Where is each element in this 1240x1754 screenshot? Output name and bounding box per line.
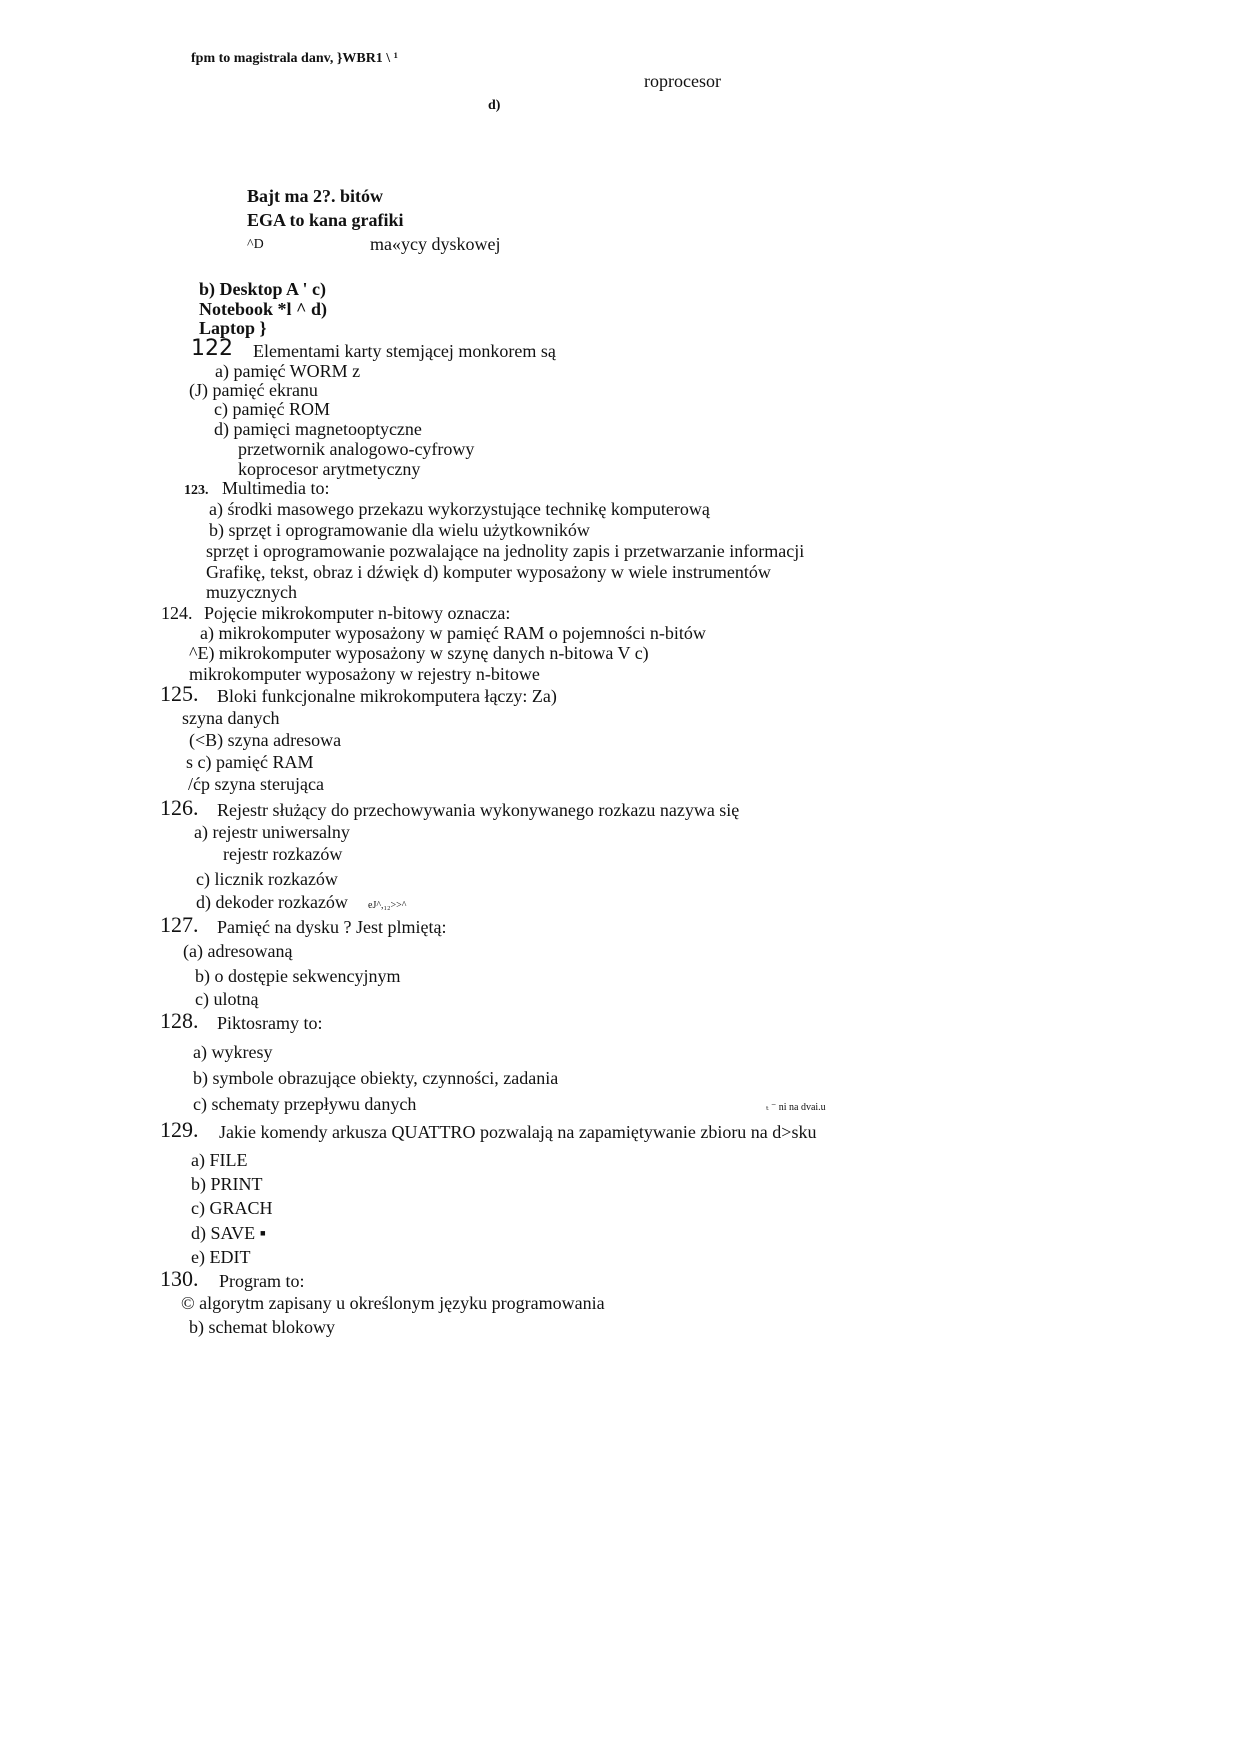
question-130-option-b: b) schemat blokowy [189, 1317, 335, 1337]
question-122-text: Elementami karty stemjącej monkorem są [253, 341, 556, 361]
question-123-option-d: Grafikę, tekst, obraz i dźwięk d) komputer wyposażony w wiele instrumentów [206, 562, 771, 582]
question-125-text: Bloki funkcjonalne mikrokomputera łączy: Za) [217, 686, 557, 706]
header-fragment-left: fpm to magistrala danv, }WBR1 \ ¹ [191, 51, 398, 66]
fragment-notebook: Notebook *l ^ d) [199, 299, 327, 319]
question-122-number: 122 [191, 336, 233, 361]
question-126-option-a: a) rejestr uniwersalny [194, 822, 350, 842]
question-124-option-c: mikrokomputer wyposażony w rejestry n-bitowe [189, 664, 540, 684]
question-130-text: Program to: [219, 1271, 305, 1291]
question-123-option-c: sprzęt i oprogramowanie pozwalające na jednolity zapis i przetwarzanie informacji [206, 541, 805, 561]
question-126-option-c: c) licznik rozkazów [196, 869, 338, 889]
question-123-option-e: muzycznych [206, 582, 297, 602]
fragment-dysk-a: ^D [247, 237, 264, 252]
fragment-dysk-b: ma«ycy dyskowej [370, 234, 501, 254]
question-127-option-c: c) ulotną [195, 989, 259, 1009]
question-129-option-d: d) SAVE ▪ [191, 1223, 267, 1243]
question-128-text: Piktosramy to: [217, 1013, 323, 1033]
fragment-bajt: Bajt ma 2?. bitów [247, 186, 383, 206]
question-126-annotation: eJ^,₁₂>>^ [368, 900, 407, 911]
question-123-number: 123. [184, 483, 209, 498]
question-122-option-d: d) pamięci magnetooptyczne [214, 419, 422, 439]
question-122-option-e: przetwornik analogowo-cyfrowy [238, 439, 475, 459]
question-129-text: Jakie komendy arkusza QUATTRO pozwalają na zapamiętywanie zbioru na d>sku [219, 1122, 817, 1142]
question-123-option-b: b) sprzęt i oprogramowanie dla wielu użytkowników [209, 520, 590, 540]
question-128-option-b: b) symbole obrazujące obiekty, czynności, zadania [193, 1068, 559, 1088]
question-122-option-b: (J) pamięć ekranu [189, 380, 318, 400]
question-124-option-b: ^E) mikrokomputer wyposażony w szynę danych n-bitowa V c) [189, 643, 649, 663]
question-128-number: 128. [160, 1008, 199, 1033]
question-125-option-b: (<B) szyna adresowa [189, 730, 342, 750]
question-126-text: Rejestr służący do przechowywania wykonywanego rozkazu nazywa się [217, 800, 740, 820]
question-122-option-f: koprocesor arytmetyczny [238, 459, 421, 479]
question-129-option-c: c) GRACH [191, 1198, 273, 1218]
question-125-number: 125. [160, 681, 199, 706]
question-129-option-a: a) FILE [191, 1150, 248, 1170]
fragment-desktop: b) Desktop A ' c) [199, 279, 327, 299]
header-fragment-d: d) [488, 98, 501, 113]
question-129-option-e: e) EDIT [191, 1247, 251, 1267]
question-129-number: 129. [160, 1117, 199, 1142]
question-128-option-a: a) wykresy [193, 1042, 273, 1062]
question-124-option-a: a) mikrokomputer wyposażony w pamięć RAM o pojemności n-bitów [200, 623, 706, 643]
question-130-number: 130. [160, 1266, 199, 1291]
question-126-option-b: rejestr rozkazów [223, 844, 343, 864]
question-124-number: 124. [161, 603, 193, 623]
question-127-option-b: b) o dostępie sekwencyjnym [195, 966, 401, 986]
question-128-margin-note: ₜ ⁻ ni na dvai.u [766, 1102, 826, 1113]
question-123-text: Multimedia to: [222, 478, 330, 498]
question-127-text: Pamięć na dysku ? Jest plmiętą: [217, 917, 447, 937]
question-130-option-a: © algorytm zapisany u określonym języku programowania [181, 1293, 605, 1313]
question-124-text: Pojęcie mikrokomputer n-bitowy oznacza: [204, 603, 511, 623]
question-126-option-d: d) dekoder rozkazów [196, 892, 348, 912]
question-126-number: 126. [160, 795, 199, 820]
question-129-option-b: b) PRINT [191, 1174, 263, 1194]
fragment-ega: EGA to kana grafiki [247, 210, 404, 230]
question-123-option-a: a) środki masowego przekazu wykorzystujące technikę komputerową [209, 499, 710, 519]
question-127-option-a: (a) adresowaną [183, 941, 293, 961]
question-122-option-a: a) pamięć WORM z [215, 361, 361, 381]
header-fragment-right: roprocesor [644, 71, 721, 91]
question-125-option-d: /ćp szyna sterująca [188, 774, 324, 794]
question-125-option-c: s c) pamięć RAM [186, 752, 314, 772]
question-125-option-a: szyna danych [182, 708, 280, 728]
question-128-option-c: c) schematy przepływu danych [193, 1094, 417, 1114]
fragment-laptop: Laptop } [199, 318, 267, 338]
question-127-number: 127. [160, 912, 199, 937]
question-122-option-c: c) pamięć ROM [214, 399, 330, 419]
